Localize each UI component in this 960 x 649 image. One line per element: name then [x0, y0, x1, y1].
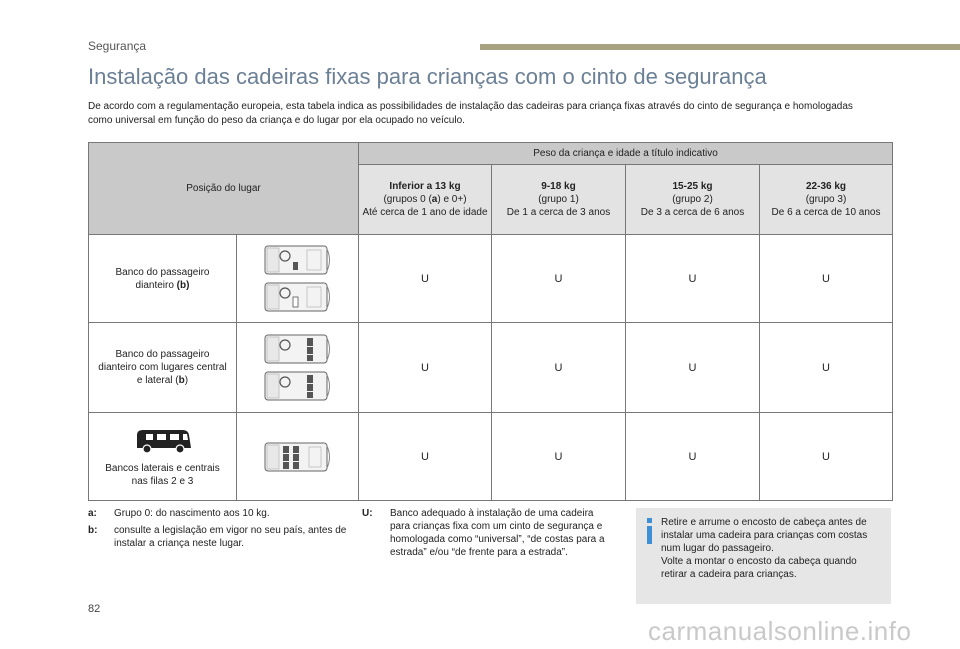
- seat-position-label: Banco do passageiro dianteiro com lugares central e lateral (b): [89, 323, 237, 413]
- info-box: [636, 508, 891, 604]
- suitability-cell: U: [492, 235, 626, 323]
- group-age: De 1 a cerca de 3 anos: [506, 207, 611, 218]
- info-text-1: Retire e arrume o encosto de cabeça antes de instalar uma cadeira para crianças com costas num lugar do passageiro.: [661, 517, 868, 554]
- group-title: 9-18 kg: [541, 181, 576, 192]
- suitability-cell: U: [760, 323, 893, 413]
- car-seat-diagram-icon: [263, 440, 333, 474]
- footnote-text: Grupo 0: do nascimento aos 10 kg.: [114, 508, 270, 519]
- group-header: [359, 165, 492, 235]
- suitability-cell: U: [359, 235, 492, 323]
- seat-position-label: Banco do passageiro dianteiro (b): [89, 235, 237, 323]
- seat-diagrams: [237, 413, 359, 501]
- footnote-key: b:: [88, 525, 98, 536]
- footnote-text: consulte a legislação em vigor no seu país, antes de instalar a criança neste lugar.: [114, 525, 347, 549]
- table-row: [89, 323, 893, 413]
- van-icon: [133, 426, 193, 456]
- watermark: carmanualsonline.info: [648, 616, 912, 646]
- suitability-cell: U: [626, 413, 760, 501]
- page-number: 82: [88, 603, 101, 615]
- footnote-u: [362, 507, 612, 559]
- intro-paragraph: De acordo com a regulamentação europeia, esta tabela indica as possibilidades de instalação das cadeiras para criança fixas através do cinto de segurança e homologadas como universal em função do peso da criança e do lugar por ela ocupado no veículo.: [88, 101, 853, 126]
- group-subtitle: (grupo 2): [672, 194, 713, 205]
- group-header: [492, 165, 626, 235]
- footnote-key: U:: [362, 508, 373, 519]
- section-bar: [480, 44, 960, 50]
- seat-position-label: Bancos laterais e centrais nas filas 2 e 3: [89, 413, 237, 501]
- group-title: Inferior a 13 kg: [389, 181, 461, 192]
- position-header: Posição do lugar: [89, 143, 359, 235]
- suitability-cell: U: [760, 413, 893, 501]
- footnote-a: [88, 507, 358, 520]
- footnote-b: [88, 524, 358, 550]
- page-title: Instalação das cadeiras fixas para crianças com o cinto de segurança: [88, 64, 767, 89]
- group-subtitle: (grupos 0 (a) e 0+): [383, 194, 467, 205]
- group-title: 15-25 kg: [672, 181, 713, 192]
- car-seat-diagram-icon: [263, 243, 333, 277]
- footnote-key: a:: [88, 508, 97, 519]
- seat-diagrams: [237, 235, 359, 323]
- suitability-cell: U: [626, 323, 760, 413]
- info-icon: [645, 518, 654, 544]
- group-header: [760, 165, 893, 235]
- car-seat-diagram-icon: [263, 280, 333, 314]
- suitability-cell: U: [492, 413, 626, 501]
- group-age: Até cerca de 1 ano de idade: [362, 207, 488, 218]
- suitability-cell: U: [492, 323, 626, 413]
- suitability-cell: U: [359, 413, 492, 501]
- info-text-2: Volte a montar o encosto da cabeça quando retirar a cadeira para crianças.: [661, 556, 857, 580]
- group-header: [626, 165, 760, 235]
- seat-diagrams: [237, 323, 359, 413]
- car-seat-diagram-icon: [263, 332, 333, 366]
- car-seat-diagram-icon: [263, 369, 333, 403]
- group-subtitle: (grupo 1): [538, 194, 579, 205]
- group-age: De 3 a cerca de 6 anos: [640, 207, 745, 218]
- child-seat-table: [88, 142, 893, 501]
- table-row: [89, 413, 893, 501]
- weight-header: Peso da criança e idade a título indicativo: [359, 143, 893, 165]
- suitability-cell: U: [359, 323, 492, 413]
- suitability-cell: U: [626, 235, 760, 323]
- group-subtitle: (grupo 3): [805, 194, 847, 205]
- group-age: De 6 a cerca de 10 anos: [771, 207, 881, 218]
- footnote-text: Banco adequado à instalação de uma cadeira para crianças fixa com um cinto de segurança e homologada como “universal”, “de costas para a estrada” e/ou “de frente para a estrada”.: [390, 508, 605, 558]
- group-title: 22-36 kg: [805, 181, 847, 192]
- footnotes-left: [88, 507, 358, 554]
- table-row: [89, 235, 893, 323]
- suitability-cell: U: [760, 235, 893, 323]
- section-label: Segurança: [88, 39, 147, 53]
